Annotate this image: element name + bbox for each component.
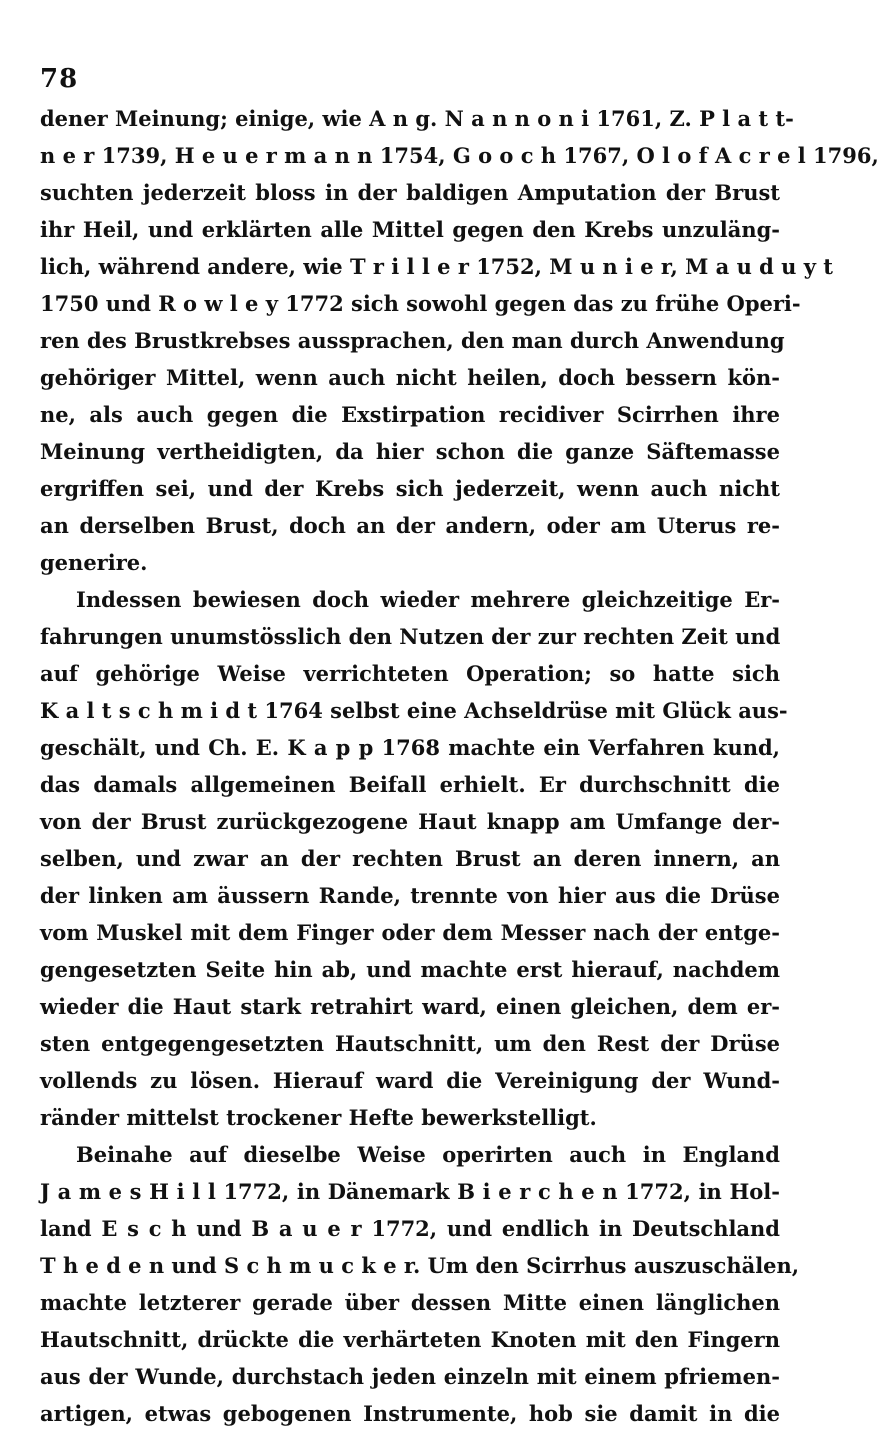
text-line: J a m e s H i l l 1772, in Dänemark B i e r c h e n 1772, in Hol-: [40, 1179, 780, 1204]
text-line: dener Meinung; einige, wie A n g. N a n n o n i 1761, Z. P l a t t-: [40, 106, 794, 131]
text-line: Hautschnitt, drückte die verhärteten Knoten mit den Fingern: [40, 1327, 780, 1352]
text-line: ergriffen sei, und der Krebs sich jederzeit, wenn auch nicht: [40, 476, 780, 501]
text-line: n e r 1739, H e u e r m a n n 1754, G o o c h 1767, O l o f A c r e l 1796,: [40, 143, 879, 168]
text-line: machte letzterer gerade über dessen Mitte einen länglichen: [40, 1290, 780, 1315]
text-line: geschält, und Ch. E. K a p p 1768 machte ein Verfahren kund,: [40, 735, 780, 760]
paragraph-start-line: Indessen bewiesen doch wieder mehrere gleichzeitige Er-: [76, 587, 780, 612]
text-line: sten entgegengesetzten Hautschnitt, um den Rest der Drüse: [40, 1031, 780, 1056]
text-line: ihr Heil, und erklärten alle Mittel gegen den Krebs unzuläng-: [40, 217, 780, 242]
paragraph-end-line: generire.: [40, 550, 148, 575]
text-line: suchten jederzeit bloss in der baldigen Amputation der Brust: [40, 180, 780, 205]
paragraph-start-line: Beinahe auf dieselbe Weise operirten auch in England: [76, 1142, 780, 1167]
text-line: artigen, etwas gebogenen Instrumente, hob sie damit in die: [40, 1401, 780, 1426]
text-line: an derselben Brust, doch an der andern, oder am Uterus re-: [40, 513, 780, 538]
text-line: aus der Wunde, durchstach jeden einzeln mit einem pfriemen-: [40, 1364, 780, 1389]
text-line: gengesetzten Seite hin ab, und machte erst hierauf, nachdem: [40, 957, 780, 982]
text-line: wieder die Haut stark retrahirt ward, einen gleichen, dem er-: [40, 994, 780, 1019]
text-line: vollends zu lösen. Hierauf ward die Vereinigung der Wund-: [40, 1068, 780, 1093]
text-line: vom Muskel mit dem Finger oder dem Messer nach der entge-: [40, 920, 780, 945]
paragraph-end-line: ränder mittelst trockener Hefte bewerkstelligt.: [40, 1105, 597, 1130]
text-line: K a l t s c h m i d t 1764 selbst eine Achseldrüse mit Glück aus-: [40, 698, 788, 723]
text-line: 1750 und R o w l e y 1772 sich sowohl gegen das zu frühe Operi-: [40, 291, 801, 316]
text-line: gehöriger Mittel, wenn auch nicht heilen, doch bessern kön-: [40, 365, 780, 390]
text-line: Meinung vertheidigten, da hier schon die ganze Säftemasse: [40, 439, 780, 464]
text-line: der linken am äussern Rande, trennte von hier aus die Drüse: [40, 883, 780, 908]
text-line: ne, als auch gegen die Exstirpation recidiver Scirrhen ihre: [40, 402, 780, 427]
text-line: das damals allgemeinen Beifall erhielt. Er durchschnitt die: [40, 772, 780, 797]
text-line: von der Brust zurückgezogene Haut knapp am Umfange der-: [40, 809, 780, 834]
text-line: ren des Brustkrebses aussprachen, den man durch Anwendung: [40, 328, 785, 353]
text-line: fahrungen unumstösslich den Nutzen der zur rechten Zeit und: [40, 624, 781, 649]
text-line: land E s c h und B a u e r 1772, und endlich in Deutschland: [40, 1216, 780, 1241]
text-line: auf gehörige Weise verrichteten Operation; so hatte sich: [40, 661, 780, 686]
page-number: 78: [40, 64, 79, 94]
text-line: T h e d e n und S c h m u c k e r. Um den Scirrhus auszuschälen,: [40, 1253, 800, 1278]
text-line: lich, während andere, wie T r i l l e r 1752, M u n i e r, M a u d u y t: [40, 254, 833, 279]
text-line: selben, und zwar an der rechten Brust an deren innern, an: [40, 846, 780, 871]
body-text: [40, 100, 879, 1432]
